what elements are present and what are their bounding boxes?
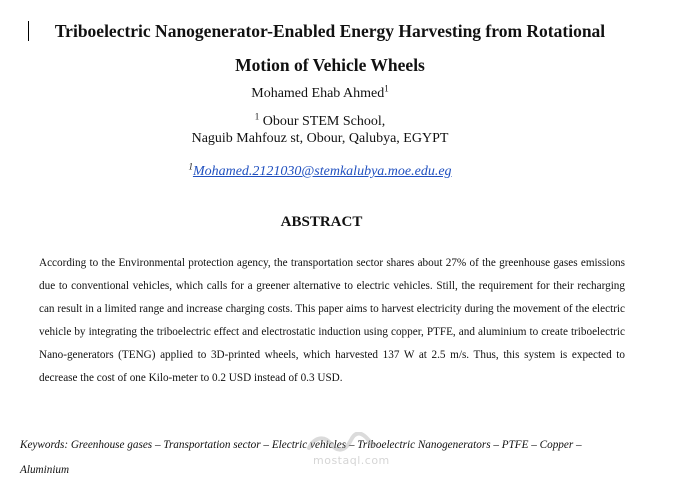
author-superscript: 1: [384, 83, 389, 94]
affiliation-superscript: 1: [254, 111, 260, 122]
keywords-line: Keywords: Greenhouse gases – Transportation sector – Electric vehicles – Triboelectric Nanogenerators – PTFE – Copper – Aluminium: [20, 439, 582, 476]
author-text: Mohamed Ehab Ahmed: [251, 86, 385, 101]
abstract-body: According to the Environmental protection agency, the transportation sector shares about 27% of the greenhouse gases emissions due to conventional vehicles, which calls for a greener alternative to electric vehicles. Still, the requirement for their recharging can result in a limited range and increase charging costs. This paper aims to harvest electricity during the movement of the electric vehicle by integrating the triboelectric effect and electrostatic induction using copper, PTFE, and aluminium to create triboelectric Nano-generators (TENG) applied to 3D-printed wheels, which harvested 137 W at 2.5 m/s. Thus, this system is expected to decrease the cost of one Kilo-meter to 0.2 USD instead of 0.3 USD.: [39, 257, 625, 384]
email-link[interactable]: Mohamed.2121030@stemkalubya.moe.edu.eg: [192, 164, 452, 179]
paper-title: [30, 14, 630, 82]
email-superscript: 1: [188, 161, 193, 172]
watermark-text: mostaql.com: [313, 454, 390, 467]
affiliation-school: Obour STEM School,: [262, 114, 386, 129]
text-cursor: [28, 21, 29, 41]
abstract-heading: ABSTRACT: [280, 214, 363, 230]
title-line-1: Triboelectric Nanogenerator-Enabled Energy Harvesting from Rotational: [54, 21, 606, 41]
title-line-2: Motion of Vehicle Wheels: [235, 55, 425, 75]
author-email: [0, 161, 640, 180]
affiliation: [0, 113, 640, 147]
site-watermark: [297, 432, 389, 470]
author-name: [0, 83, 640, 102]
mostaql-logo-icon: [305, 432, 377, 454]
affiliation-line-1: [0, 113, 640, 130]
affiliation-line-2: Naguib Mahfouz st, Obour, Qalubya, EGYPT: [191, 131, 449, 146]
